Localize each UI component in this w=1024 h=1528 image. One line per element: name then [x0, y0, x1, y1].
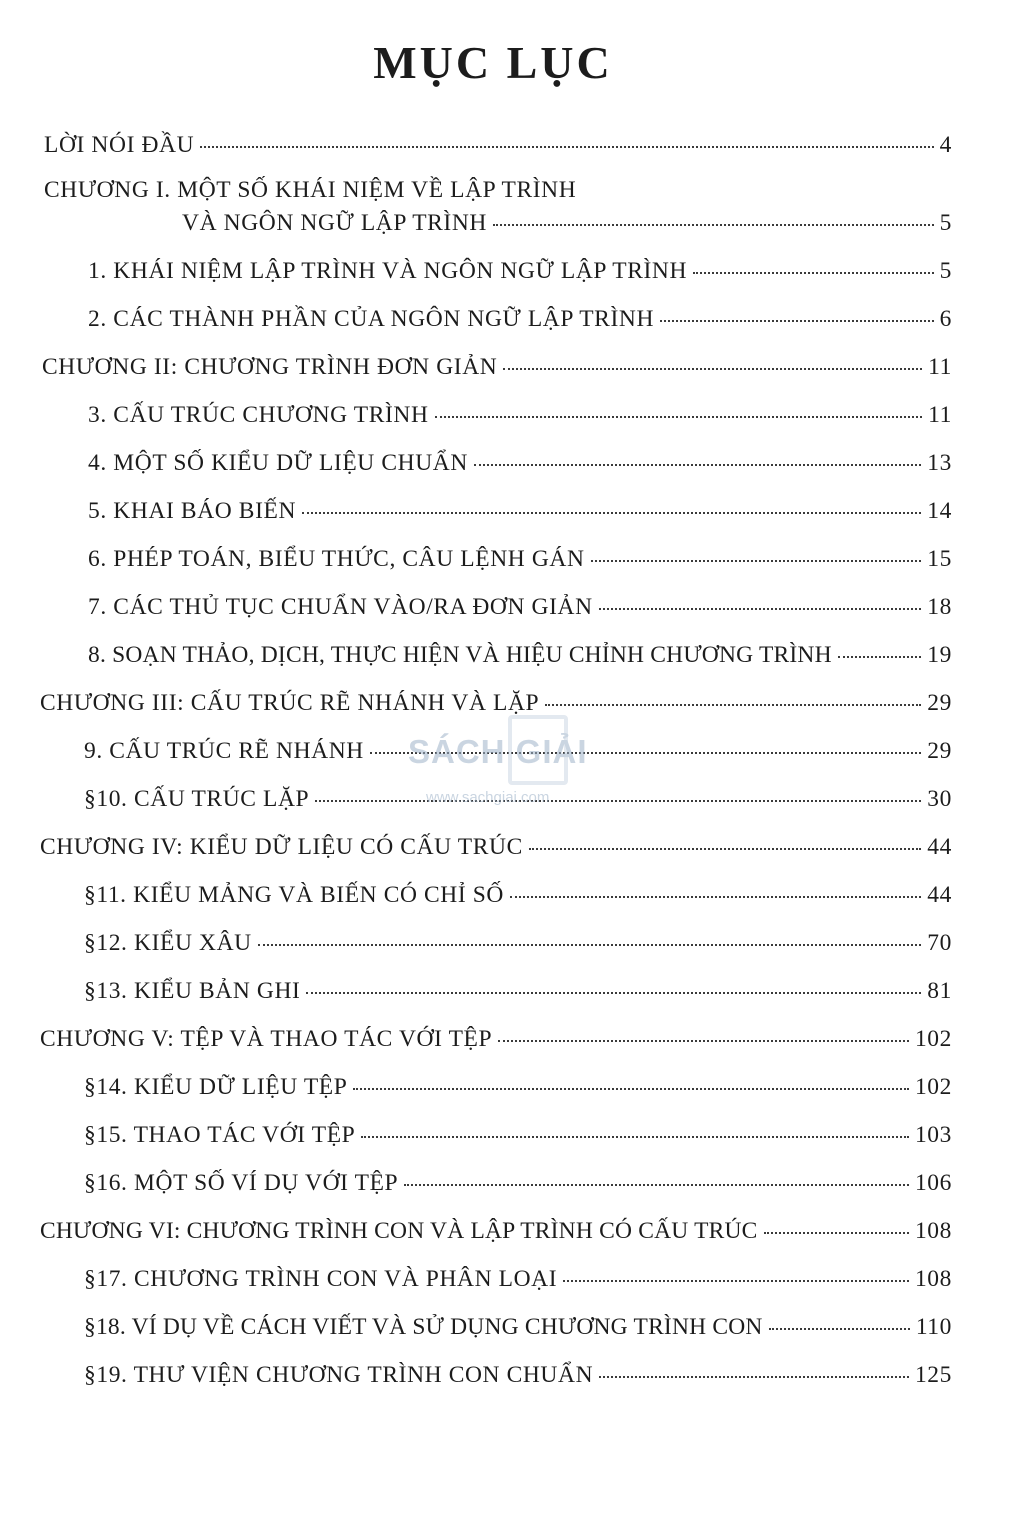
- toc-entry-page: 81: [927, 978, 952, 1004]
- toc-entry-label: 3. CẤU TRÚC CHƯƠNG TRÌNH: [88, 402, 429, 428]
- dot-leader: [599, 588, 922, 610]
- toc-entry-page: 5: [939, 258, 952, 284]
- toc-entry: [182, 208, 952, 248]
- toc-entry-label: 7. CÁC THỦ TỤC CHUẨN VÀO/RA ĐƠN GIẢN: [88, 594, 593, 620]
- dot-leader: [302, 492, 921, 514]
- watermark-text: SÁCH GIẢI: [408, 733, 588, 770]
- toc-entry: [84, 928, 952, 968]
- dot-leader: [769, 1308, 910, 1330]
- dot-leader: [200, 126, 933, 148]
- toc-entry: [42, 352, 952, 392]
- toc-entry-label: §10. CẤU TRÚC LẶP: [84, 786, 310, 812]
- dot-leader: [353, 1068, 909, 1090]
- toc-entry: [84, 784, 952, 824]
- toc-entry-page: 29: [927, 690, 952, 716]
- page-title: MỤC LỤC: [373, 37, 613, 88]
- toc-entry-page: 4: [939, 132, 952, 158]
- toc-entry-label: CHƯƠNG VI: CHƯƠNG TRÌNH CON VÀ LẬP TRÌNH CÓ CẤU TRÚC: [40, 1218, 758, 1244]
- toc-entry-page: 44: [927, 834, 952, 860]
- dot-leader: [306, 972, 921, 994]
- toc-entry: [84, 880, 952, 920]
- toc-entry: [84, 1120, 952, 1160]
- toc-entry-page: 108: [914, 1266, 952, 1292]
- toc-entry: [40, 688, 952, 728]
- toc-entry-label: 6. PHÉP TOÁN, BIỂU THỨC, CÂU LỆNH GÁN: [88, 546, 585, 572]
- toc-entry-page: 125: [914, 1362, 952, 1388]
- toc-entry-label: VÀ NGÔN NGỮ LẬP TRÌNH: [182, 210, 487, 236]
- toc-entry-page: 6: [939, 306, 952, 332]
- toc-entry: [88, 304, 952, 344]
- toc-entry-page: 106: [914, 1170, 952, 1196]
- toc-entry-label: §12. KIỂU XÂU: [84, 930, 252, 956]
- toc-entry: [88, 496, 952, 536]
- toc-entry: [40, 1216, 952, 1256]
- toc-entry-page: 110: [915, 1314, 952, 1340]
- dot-leader: [838, 636, 922, 658]
- dot-leader: [764, 1212, 909, 1234]
- toc-entry: [88, 640, 952, 680]
- dot-leader: [474, 444, 921, 466]
- toc-entry-page: 70: [927, 930, 952, 956]
- toc-entry-label-line1: CHƯƠNG I. MỘT SỐ KHÁI NIỆM VỀ LẬP TRÌNH: [44, 177, 577, 203]
- dot-leader: [503, 348, 922, 370]
- dot-leader: [545, 684, 921, 706]
- toc-entry-label: §15. THAO TÁC VỚI TỆP: [84, 1122, 356, 1148]
- dot-leader: [591, 540, 922, 562]
- dot-leader: [493, 204, 934, 226]
- toc-entry: [44, 130, 952, 170]
- dot-leader: [370, 732, 921, 754]
- toc-entry: [84, 1072, 952, 1112]
- toc-entry-label: LỜI NÓI ĐẦU: [44, 132, 195, 158]
- toc-entry: [84, 1312, 952, 1352]
- toc-entry-label: 4. MỘT SỐ KIỂU DỮ LIỆU CHUẨN: [88, 450, 468, 476]
- toc-entry-label: CHƯƠNG III: CẤU TRÚC RẼ NHÁNH VÀ LẶP: [40, 690, 540, 716]
- watermark-url: www.sachgiai.com: [426, 789, 550, 806]
- toc-entry-label: 2. CÁC THÀNH PHẦN CỦA NGÔN NGỮ LẬP TRÌNH: [88, 306, 655, 332]
- dot-leader: [599, 1356, 909, 1378]
- dot-leader: [498, 1020, 909, 1042]
- toc-entry-label: 9. CẤU TRÚC RẼ NHÁNH: [84, 738, 364, 764]
- toc-entry-label: CHƯƠNG IV: KIỂU DỮ LIỆU CÓ CẤU TRÚC: [40, 834, 523, 860]
- toc-entry-page: 44: [927, 882, 952, 908]
- toc-entry-label: 1. KHÁI NIỆM LẬP TRÌNH VÀ NGÔN NGỮ LẬP TRÌNH: [88, 258, 688, 284]
- toc-entry-page: 103: [914, 1122, 952, 1148]
- toc-entry-page: 102: [914, 1074, 952, 1100]
- toc-entry-page: 29: [927, 738, 952, 764]
- dot-leader: [404, 1164, 909, 1186]
- toc-entry-label: §19. THƯ VIỆN CHƯƠNG TRÌNH CON CHUẨN: [84, 1362, 594, 1388]
- toc-entry-label: §14. KIỂU DỮ LIỆU TỆP: [84, 1074, 348, 1100]
- toc-entry-page: 108: [914, 1218, 952, 1244]
- toc-entry-label: §11. KIỂU MẢNG VÀ BIẾN CÓ CHỈ SỐ: [84, 882, 505, 908]
- toc-entry: [88, 544, 952, 584]
- toc-entry-label: §18. VÍ DỤ VỀ CÁCH VIẾT VÀ SỬ DỤNG CHƯƠNG TRÌNH CON: [84, 1314, 763, 1340]
- dot-leader: [529, 828, 921, 850]
- toc-entry-page: 14: [927, 498, 952, 524]
- dot-leader: [510, 876, 921, 898]
- dot-leader: [563, 1260, 909, 1282]
- toc-entry: [84, 1360, 952, 1400]
- toc-entry-page: 102: [914, 1026, 952, 1052]
- toc-entry-page: 11: [928, 402, 952, 428]
- toc-entry-label: §13. KIỂU BẢN GHI: [84, 978, 301, 1004]
- toc-entry: [84, 736, 952, 776]
- toc-entry-label: CHƯƠNG II: CHƯƠNG TRÌNH ĐƠN GIẢN: [42, 354, 498, 380]
- toc-entry: [40, 1024, 952, 1064]
- toc-entry-page: 15: [927, 546, 952, 572]
- toc-entry: [88, 592, 952, 632]
- toc-entry: [84, 1168, 952, 1208]
- toc-entry-page: 18: [927, 594, 952, 620]
- toc-entry-label: 5. KHAI BÁO BIẾN: [88, 498, 297, 524]
- toc-entry: [40, 832, 952, 872]
- toc-entry-label: §17. CHƯƠNG TRÌNH CON VÀ PHÂN LOẠI: [84, 1266, 558, 1292]
- toc-entry: [84, 976, 952, 1016]
- toc-entry-label: 8. SOẠN THẢO, DỊCH, THỰC HIỆN VÀ HIỆU CHỈNH CHƯƠNG TRÌNH: [88, 642, 832, 668]
- toc-entry: [88, 256, 952, 296]
- toc-entry: [88, 448, 952, 488]
- dot-leader: [693, 252, 934, 274]
- toc-entry-page: 5: [939, 210, 952, 236]
- toc-entry-page: 13: [927, 450, 952, 476]
- dot-leader: [435, 396, 923, 418]
- toc-entry-label: CHƯƠNG V: TỆP VÀ THAO TÁC VỚI TỆP: [40, 1026, 493, 1052]
- toc-entry-label: §16. MỘT SỐ VÍ DỤ VỚI TỆP: [84, 1170, 399, 1196]
- dot-leader: [361, 1116, 909, 1138]
- toc-entry: [84, 1264, 952, 1304]
- dot-leader: [660, 300, 934, 322]
- toc-entry: [88, 400, 952, 440]
- toc-entry-page: 11: [928, 354, 952, 380]
- dot-leader: [258, 924, 922, 946]
- dot-leader: [315, 780, 921, 802]
- toc-entry-page: 30: [927, 786, 952, 812]
- toc-entry-page: 19: [927, 642, 952, 668]
